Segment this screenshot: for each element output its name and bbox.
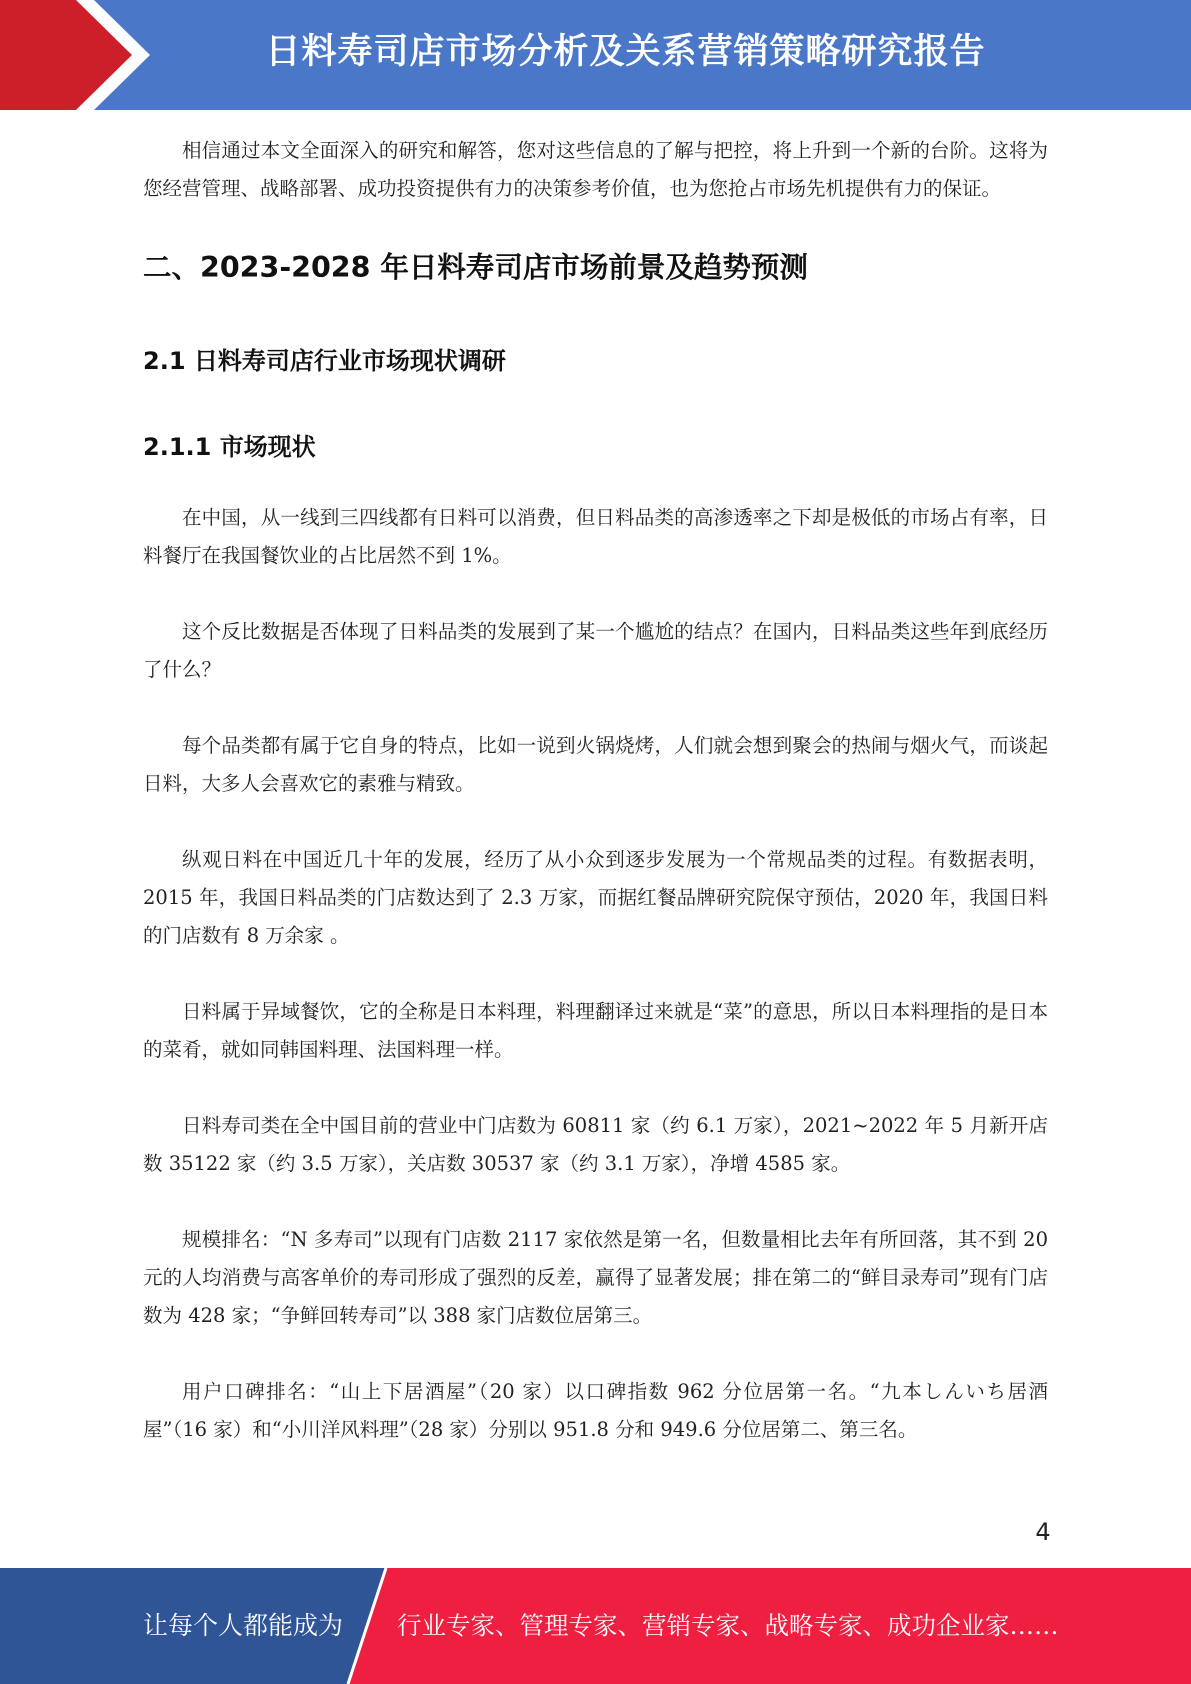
document-body: [143, 132, 1048, 1449]
footer-slogan-right: 行业专家、管理专家、营销专家、战略专家、成功企业家……: [397, 1611, 1059, 1640]
body-paragraph: 规模排名：“N 多寿司”以现有门店数 2117 家依然是第一名，但数量相比去年有所回落，其不到 20 元的人均消费与高客单价的寿司形成了强烈的反差，赢得了显著发展；排在第二的“鲜目录寿司”现有门店数为 428 家；“争鲜回转寿司”以 388 家门店数位居第三。: [143, 1228, 1048, 1327]
subsection-heading: 2.1 日料寿司店行业市场现状调研: [143, 347, 506, 375]
body-paragraph: 这个反比数据是否体现了日料品类的发展到了某一个尴尬的结点？在国内，日料品类这些年到底经历了什么？: [143, 620, 1048, 681]
body-paragraph: 每个品类都有属于它自身的特点，比如一说到火锅烧烤，人们就会想到聚会的热闹与烟火气，而谈起日料，大多人会喜欢它的素雅与精致。: [143, 734, 1048, 795]
footer-slogan-left: 让每个人都能成为: [143, 1611, 344, 1640]
body-paragraph: 用户口碑排名：“山上下居酒屋”（20 家）以口碑指数 962 分位居第一名。“九本しんいち居酒屋”（16 家）和“小川洋风料理”（28 家）分别以 951.8 分和 949.6 分位居第二、第三名。: [143, 1380, 1048, 1441]
intro-paragraph: 相信通过本文全面深入的研究和解答，您对这些信息的了解与把控，将上升到一个新的台阶。这将为您经营管理、战略部署、成功投资提供有力的决策参考价值，也为您抢占市场先机提供有力的保证。: [143, 139, 1048, 200]
subsubsection-heading: 2.1.1 市场现状: [143, 433, 316, 461]
body-paragraph: 日料寿司类在全中国目前的营业中门店数为 60811 家（约 6.1 万家），2021~2022 年 5 月新开店数 35122 家（约 3.5 万家），关店数 30537 家（约 3.1 万家），净增 4585 家。: [143, 1114, 1048, 1175]
section-heading: 二、2023-2028 年日料寿司店市场前景及趋势预测: [143, 251, 808, 284]
red-chevron-icon: [0, 0, 160, 110]
report-title: 日料寿司店市场分析及关系营销策略研究报告: [265, 32, 986, 72]
page-header: [0, 0, 1191, 110]
body-paragraph: 纵观日料在中国近几十年的发展，经历了从小众到逐步发展为一个常规品类的过程。有数据表明，2015 年，我国日料品类的门店数达到了 2.3 万家，而据红餐品牌研究院保守预估，2020 年，我国日料的门店数有 8 万余家 。: [143, 848, 1048, 947]
page-footer: [0, 1568, 1191, 1684]
page-number: 4: [1035, 1518, 1051, 1546]
body-paragraph: 在中国，从一线到三四线都有日料可以消费，但日料品类的高渗透率之下却是极低的市场占有率，日料餐厅在我国餐饮业的占比居然不到 1%。: [143, 506, 1048, 567]
body-paragraph: 日料属于异域餐饮，它的全称是日本料理，料理翻译过来就是“菜”的意思，所以日本料理指的是日本的菜肴，就如同韩国料理、法国料理一样。: [143, 1000, 1048, 1061]
